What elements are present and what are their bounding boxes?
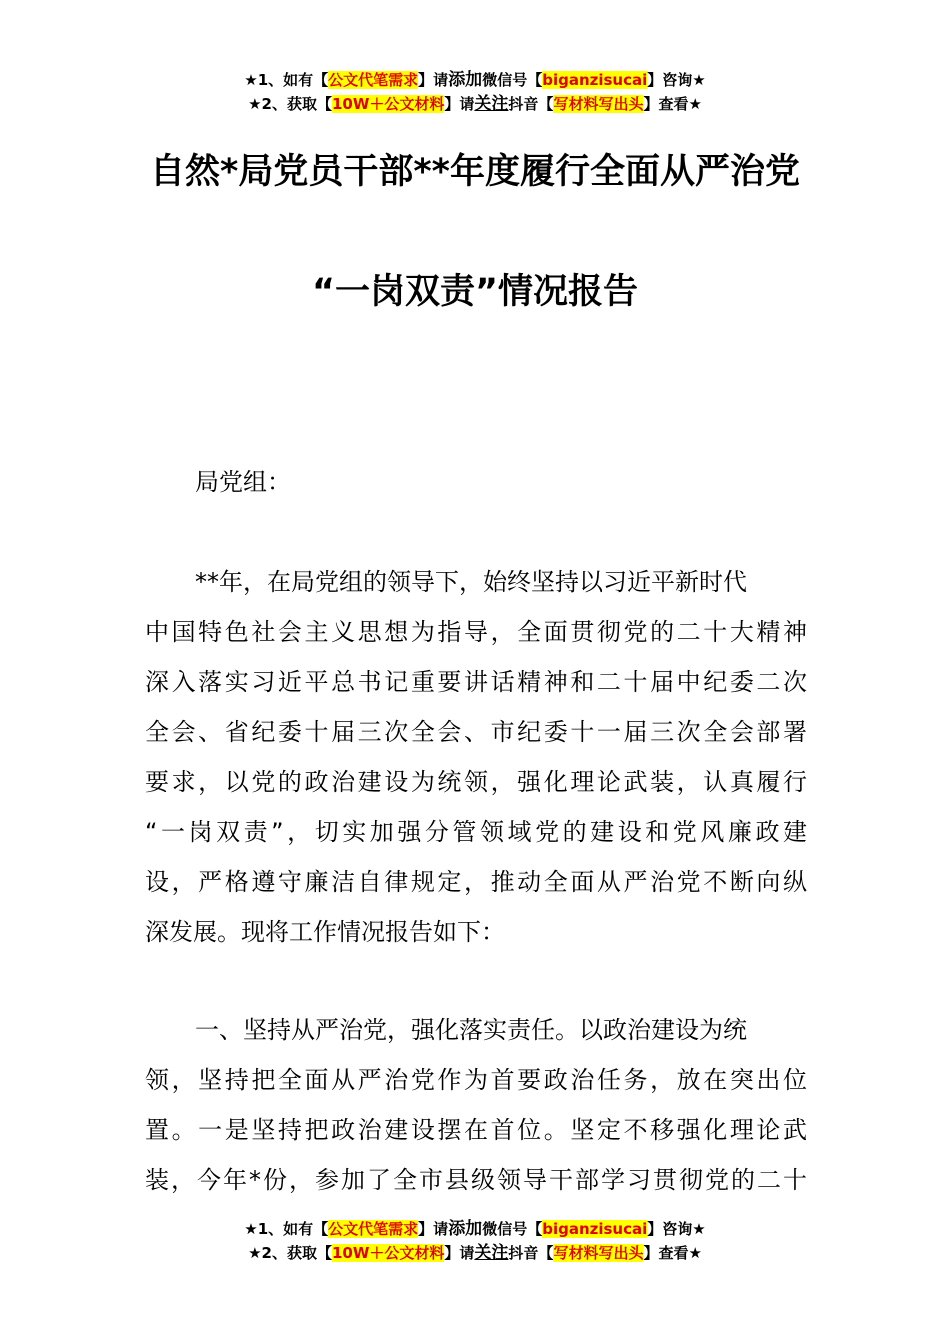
banner-emphasis: 添加 <box>448 70 483 90</box>
banner-line-1 <box>0 68 950 92</box>
document-title-line-1: 自然*局党员干部**年度履行全面从严治党 <box>150 152 800 192</box>
paragraph-intro <box>145 557 807 957</box>
banner-text: 】请 <box>418 71 449 89</box>
banner-highlight: biganzisucai <box>542 1220 648 1238</box>
banner-text: 】咨询★ <box>647 1220 706 1238</box>
paragraph-line: 置。一是坚持把政治建设摆在首位。坚定不移强化理论武 <box>145 1116 807 1144</box>
top-banner <box>0 68 950 116</box>
banner-text: 】请 <box>444 95 475 113</box>
banner-line-1 <box>0 1217 950 1241</box>
paragraph-line: 深发展。现将工作情况报告如下： <box>145 918 505 946</box>
banner-line-2 <box>0 1241 950 1265</box>
banner-highlight: biganzisucai <box>542 71 648 89</box>
banner-emphasis: 关注 <box>474 94 509 114</box>
banner-highlight: 写材料写出头 <box>553 1244 644 1262</box>
banner-text: ★1、如有【 <box>244 71 329 89</box>
banner-text: 】请 <box>418 1220 449 1238</box>
bottom-banner <box>0 1217 950 1265</box>
banner-text: 抖音【 <box>508 95 554 113</box>
banner-text: 】咨询★ <box>647 71 706 89</box>
paragraph-line: 全会、省纪委十届三次全会、市纪委十一届三次全会部署 <box>145 718 807 746</box>
paragraph-line: 一、坚持从严治党，强化落实责任。以政治建设为统 <box>195 1016 747 1044</box>
banner-line-2 <box>0 92 950 116</box>
banner-text: 微信号【 <box>482 1220 543 1238</box>
paragraph-line: **年，在局党组的领导下，始终坚持以习近平新时代 <box>195 568 747 596</box>
banner-text: 抖音【 <box>508 1244 554 1262</box>
banner-text: ★1、如有【 <box>244 1220 329 1238</box>
paragraph-line: 设，严格遵守廉洁自律规定，推动全面从严治党不断向纵 <box>145 868 807 896</box>
banner-highlight: 公文代笔需求 <box>328 1220 419 1238</box>
paragraph-line: 领，坚持把全面从严治党作为首要政治任务，放在突出位 <box>145 1066 807 1094</box>
salutation: 局党组： <box>195 468 291 496</box>
banner-text: 微信号【 <box>482 71 543 89</box>
document-title-line-2: “一岗双责”情况报告 <box>311 272 638 312</box>
banner-emphasis: 添加 <box>448 1219 483 1239</box>
paragraph-line: 要求，以党的政治建设为统领，强化理论武装，认真履行 <box>145 768 807 796</box>
paragraph-line: 中国特色社会主义思想为指导，全面贯彻党的二十大精神 <box>145 618 807 646</box>
banner-highlight: 10W＋公文材料 <box>331 1244 445 1262</box>
paragraph-line: 装，今年*份，参加了全市县级领导干部学习贯彻党的二十 <box>145 1166 807 1194</box>
banner-text: ★2、获取【 <box>248 95 332 113</box>
banner-highlight: 公文代笔需求 <box>328 71 419 89</box>
banner-text: 】请 <box>444 1244 475 1262</box>
banner-text: ★2、获取【 <box>248 1244 332 1262</box>
paragraph-line: 深入落实习近平总书记重要讲话精神和二十届中纪委二次 <box>145 668 807 696</box>
paragraph-section-1 <box>145 1005 807 1205</box>
paragraph-line: “一岗双责”，切实加强分管领域党的建设和党风廉政建 <box>145 818 807 846</box>
banner-text: 】查看★ <box>643 95 702 113</box>
banner-text: 】查看★ <box>643 1244 702 1262</box>
banner-highlight: 写材料写出头 <box>553 95 644 113</box>
banner-highlight: 10W＋公文材料 <box>331 95 445 113</box>
banner-emphasis: 关注 <box>474 1243 509 1263</box>
